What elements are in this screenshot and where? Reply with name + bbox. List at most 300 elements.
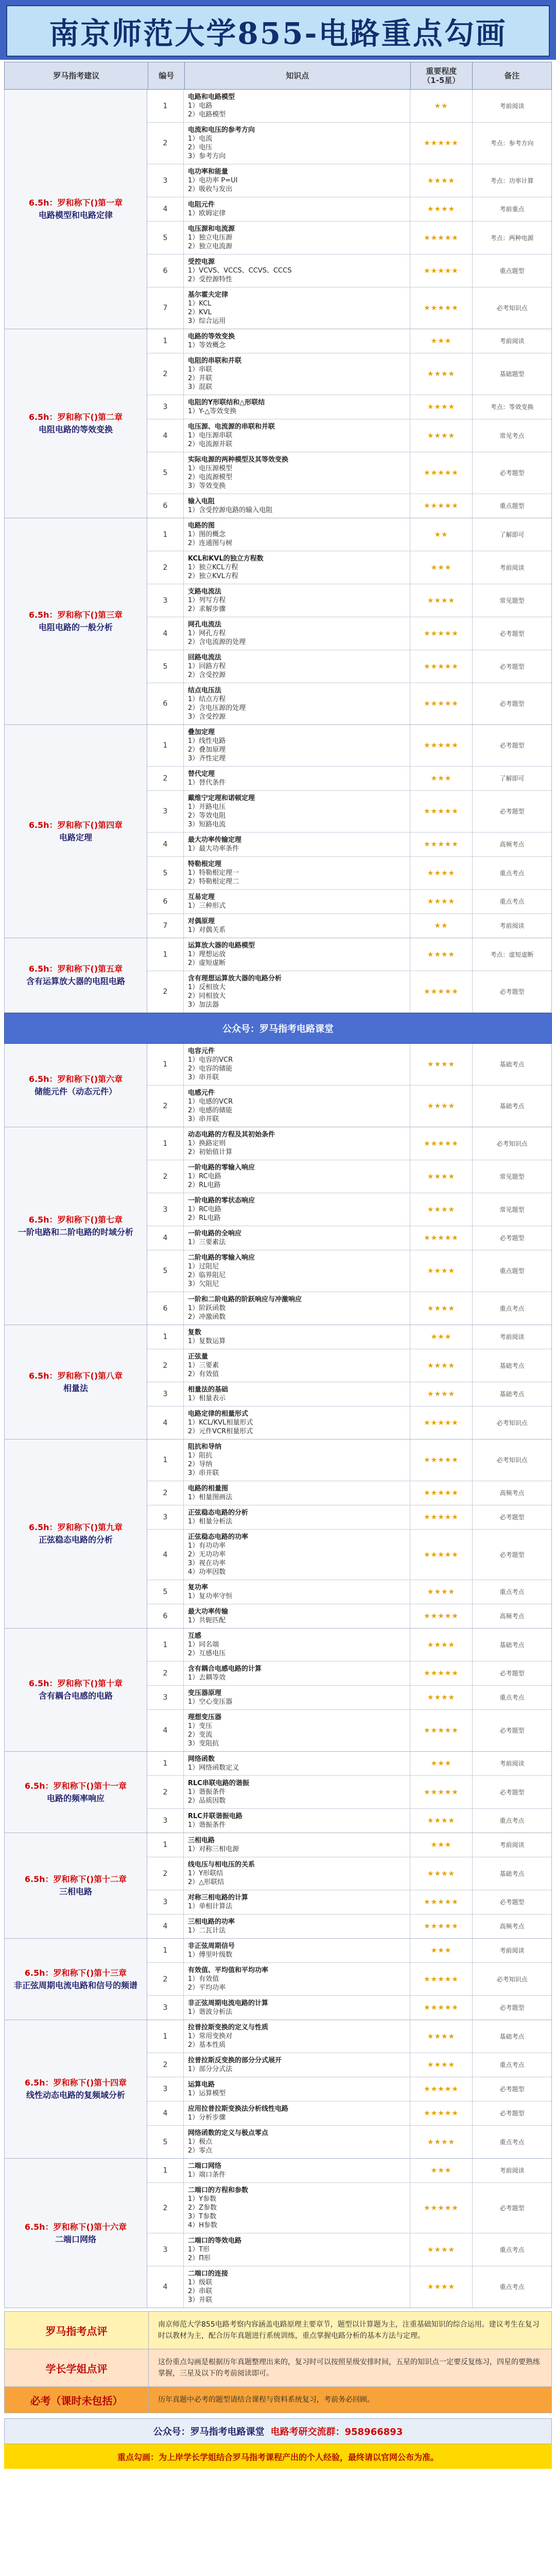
table-row [147, 1193, 551, 1226]
row-number: 5 [147, 1250, 184, 1292]
row-note: 考前阅读 [499, 102, 525, 110]
knowledge-subitem: 2）等效电阻 [188, 812, 226, 820]
knowledge-subitem: 1）RC电路 [188, 1173, 221, 1180]
knowledge-title: 电阻的串联和并联 [188, 357, 242, 365]
knowledge-title: 最大功率传输 [188, 1608, 229, 1616]
knowledge-title: 电阻的Y形联结和△形联结 [188, 399, 265, 406]
row-note: 考前阅读 [499, 1947, 525, 1954]
chapter-name-cell [5, 1629, 147, 1751]
knowledge-point [184, 1406, 410, 1439]
knowledge-subitem: 3）串并联 [188, 1115, 219, 1123]
row-note: 必考题型 [499, 1551, 525, 1558]
row-number: 4 [147, 1530, 184, 1580]
row-number: 1 [147, 518, 184, 551]
row-number: 5 [147, 2126, 184, 2158]
row-note: 考前阅读 [499, 1333, 525, 1341]
chapter-rows [147, 90, 551, 329]
importance-stars: ★★★★ [410, 2233, 473, 2266]
row-number: 5 [147, 452, 184, 494]
knowledge-point [184, 683, 410, 724]
row-number: 3 [147, 2233, 184, 2266]
knowledge-title: 电路的图 [188, 522, 215, 530]
row-number: 4 [147, 617, 184, 650]
row-note: 必考题型 [499, 2086, 525, 2093]
knowledge-point [184, 1963, 410, 1995]
row-note: 必考知识点 [496, 1419, 528, 1427]
knowledge-title: 一阶和二阶电路的阶跃响应与冲激响应 [188, 1296, 302, 1303]
chapter-tag: 6.5h：罗和称下()第十一章 [24, 1781, 127, 1791]
importance-stars: ★★★★ [410, 395, 473, 419]
chapter-name-cell [5, 1325, 147, 1439]
knowledge-subitem: 2）电压 [188, 144, 213, 151]
importance-stars: ★★★★ [410, 197, 473, 221]
chapter-tag: 6.5h：罗和称下()第八章 [28, 1370, 123, 1381]
table-row [147, 287, 551, 329]
review-label-2: 学长学姐点评 [5, 2349, 149, 2386]
row-note: 重点考点 [499, 898, 525, 905]
knowledge-point [184, 890, 410, 913]
knowledge-subitem: 2）Z参数 [188, 2204, 217, 2212]
chapter-block [4, 2159, 552, 2308]
knowledge-point [184, 584, 410, 617]
knowledge-point [184, 2053, 410, 2077]
importance-stars: ★★★★★ [410, 971, 473, 1012]
table-row [147, 2053, 551, 2077]
knowledge-title: 电流和电压的参考方向 [188, 126, 255, 134]
importance-stars: ★★★★ [410, 2266, 473, 2308]
chapter-block [4, 1833, 552, 1939]
notice-text: 重点勾画：为上岸学长学姐结合罗马指考课程产出的个人经验，最终请以官网公布为准。 [117, 2452, 439, 2462]
row-note: 了解即可 [499, 775, 525, 782]
knowledge-title: 阻抗和导纳 [188, 1443, 222, 1451]
knowledge-subitem: 1）复功率守恒 [188, 1592, 233, 1600]
knowledge-point [184, 1292, 410, 1325]
importance-stars: ★★★★★ [410, 1439, 473, 1481]
table-row [147, 1481, 551, 1505]
row-number: 7 [147, 914, 184, 938]
importance-stars: ★★★★ [410, 1044, 473, 1085]
importance-stars: ★★★★★ [410, 1481, 473, 1505]
knowledge-title: 运算电路 [188, 2081, 215, 2089]
knowledge-title: 一阶电路的零状态响应 [188, 1197, 255, 1205]
importance-stars: ★★★ [410, 2159, 473, 2182]
chapter-rows [147, 938, 551, 1012]
row-note: 考点：参考方向 [490, 140, 534, 147]
table-row [147, 1349, 551, 1382]
knowledge-title: 二端口的连接 [188, 2270, 229, 2278]
header-advice: 罗马指考建议 [5, 62, 148, 89]
chapter-name-cell [5, 1439, 147, 1628]
knowledge-point [184, 1939, 410, 1962]
knowledge-title: 二阶电路的零输入响应 [188, 1254, 255, 1262]
row-number: 1 [147, 2159, 184, 2182]
knowledge-title: 动态电路的方程及其初始条件 [188, 1131, 275, 1139]
knowledge-title: 正弦稳态电路的功率 [188, 1533, 249, 1541]
knowledge-subitem: 1）KCL [188, 300, 212, 308]
knowledge-subitem: 3）参考方向 [188, 152, 226, 160]
row-note: 高频考点 [499, 841, 525, 848]
importance-stars: ★★★★★ [410, 1776, 473, 1808]
knowledge-subitem: 1）三要素 [188, 1362, 219, 1369]
knowledge-title: 三相电路 [188, 1837, 215, 1844]
row-note: 必考题型 [499, 469, 525, 477]
importance-stars: ★★★★ [410, 2020, 473, 2053]
row-number: 2 [147, 2183, 184, 2233]
knowledge-subitem: 1）理想运放 [188, 951, 226, 958]
knowledge-title: 特勒根定理 [188, 860, 222, 868]
knowledge-subitem: 1）电流 [188, 135, 213, 143]
chapter-tag: 6.5h：罗和称下()第六章 [28, 1074, 123, 1084]
row-note: 基础考点 [499, 1103, 525, 1110]
row-number: 6 [147, 683, 184, 724]
importance-stars: ★★★ [410, 1833, 473, 1857]
knowledge-subitem: 1）阻抗 [188, 1452, 213, 1460]
chapter-block [4, 1939, 552, 2020]
importance-stars: ★★★★★ [410, 222, 473, 254]
knowledge-subitem: 1）三要素法 [188, 1239, 226, 1246]
row-number: 5 [147, 222, 184, 254]
knowledge-subitem: 3）欠阻尼 [188, 1280, 219, 1288]
knowledge-title: 正弦量 [188, 1353, 208, 1361]
table-row [147, 1505, 551, 1530]
importance-stars: ★★★★★ [410, 123, 473, 164]
importance-stars: ★★★★ [410, 1382, 473, 1406]
knowledge-point [184, 914, 410, 938]
row-note: 了解即可 [499, 531, 525, 538]
knowledge-subitem: 3）串并联 [188, 1074, 219, 1081]
chapter-rows [147, 2159, 551, 2308]
knowledge-point [184, 2126, 410, 2158]
row-number: 6 [147, 890, 184, 913]
knowledge-subitem: 1）KCL/KVL相量形式 [188, 1419, 253, 1427]
row-note: 重点考点 [499, 2283, 525, 2291]
row-number: 5 [147, 650, 184, 683]
knowledge-title: 正弦稳态电路的分析 [188, 1509, 249, 1517]
chapter-tag: 6.5h：罗和称下()第四章 [28, 820, 123, 830]
importance-stars: ★★★★ [410, 1686, 473, 1709]
importance-stars: ★★★★★ [410, 1226, 473, 1250]
row-note: 必考题型 [499, 630, 525, 637]
knowledge-subitem: 1）RC电路 [188, 1206, 221, 1213]
row-note: 常见考点 [499, 432, 525, 439]
knowledge-subitem: 2）含电压源的处理 [188, 704, 246, 712]
chapter-name-cell [5, 2159, 147, 2308]
knowledge-title: 一阶电路的全响应 [188, 1230, 242, 1238]
knowledge-point [184, 1604, 410, 1628]
knowledge-point [184, 1710, 410, 1751]
knowledge-subitem: 2）零点 [188, 2147, 213, 2155]
knowledge-subitem: 1）单相计算法 [188, 1903, 233, 1910]
row-note: 考点：虚短虚断 [490, 951, 534, 958]
knowledge-title: 电压源和电流源 [188, 225, 235, 233]
knowledge-title: 实际电源的两种模型及其等效变换 [188, 456, 289, 464]
knowledge-title: 复数 [188, 1329, 202, 1336]
knowledge-subitem: 1）独立KCL方程 [188, 564, 238, 571]
row-note: 必考题型 [499, 663, 525, 670]
table-row [147, 2077, 551, 2102]
chapter-name-cell [5, 1752, 147, 1833]
knowledge-subitem: 2）平均功率 [188, 1984, 226, 1992]
review-row-1 [4, 2311, 552, 2349]
chapter-block [4, 329, 552, 518]
row-note: 基础考点 [499, 1061, 525, 1068]
table-row [147, 1439, 551, 1481]
chapter-title: 非正弦周期电流电路和信号的频谱 [13, 1980, 137, 1990]
row-number: 2 [147, 971, 184, 1012]
row-note: 考前重点 [499, 206, 525, 213]
table-row [147, 857, 551, 890]
outline-table [4, 62, 552, 2469]
table-row [147, 419, 551, 452]
knowledge-point [184, 725, 410, 766]
knowledge-title: 线电压与相电压的关系 [188, 1861, 255, 1869]
knowledge-point [184, 1382, 410, 1406]
chapter-rows [147, 518, 551, 724]
knowledge-point [184, 197, 410, 221]
chapter-name-cell [5, 329, 147, 518]
table-row [147, 197, 551, 222]
row-number: 2 [147, 123, 184, 164]
chapter-title: 电阻电路的等效变换 [38, 425, 113, 434]
knowledge-subitem: 3）串并联 [188, 1469, 219, 1477]
row-note: 基础考点 [499, 1391, 525, 1398]
knowledge-subitem: 2）KVL [188, 309, 212, 316]
row-note: 必考题型 [499, 1727, 525, 1734]
table-row [147, 1629, 551, 1662]
row-number: 2 [147, 1349, 184, 1382]
table-row [147, 584, 551, 617]
row-note: 必考题型 [499, 700, 525, 707]
table-row [147, 1710, 551, 1751]
knowledge-subitem: 2）RL电路 [188, 1181, 221, 1189]
knowledge-subitem: 3）视在功率 [188, 1560, 226, 1567]
importance-stars: ★★★★★ [410, 1914, 473, 1938]
knowledge-subitem: 1）级联 [188, 2279, 213, 2286]
table-row [147, 890, 551, 914]
table-row [147, 914, 551, 938]
row-note: 考前阅读 [499, 922, 525, 929]
knowledge-subitem: 1）相量图画法 [188, 1494, 233, 1501]
table-row [147, 650, 551, 683]
row-number: 3 [147, 1505, 184, 1529]
header-number: 编号 [148, 62, 185, 89]
row-note: 重点题型 [499, 267, 525, 275]
importance-stars: ★★★★★ [410, 1996, 473, 2020]
table-row [147, 2126, 551, 2158]
knowledge-subitem: 1）部分分式法 [188, 2065, 233, 2073]
knowledge-subitem: 2）无功功率 [188, 1551, 226, 1558]
table-row [147, 353, 551, 395]
review-text-2: 这份重点勾画是根据历年真题整理出来的，复习时可以按照星级安排时间，五星的知识点一定要反复练习，四星的要熟练掌握，三星及以下的考前阅读即可。 [158, 2358, 540, 2378]
knowledge-subitem: 2）电流源并联 [188, 440, 233, 448]
knowledge-point [184, 2020, 410, 2053]
chapter-title: 三相电路 [59, 1887, 92, 1896]
knowledge-subitem: 1）结点方程 [188, 696, 226, 703]
row-note: 必考题型 [499, 2110, 525, 2117]
title-box [6, 5, 550, 57]
knowledge-subitem: 2）求解步骤 [188, 605, 226, 613]
knowledge-subitem: 1）分析步骤 [188, 2114, 226, 2122]
row-note: 考前阅读 [499, 564, 525, 571]
importance-stars: ★★★★ [410, 938, 473, 971]
row-note: 重点考点 [499, 1304, 525, 1312]
chapter-title: 储能元件（动态元件） [34, 1086, 117, 1096]
knowledge-subitem: 1）复数运算 [188, 1337, 226, 1345]
row-number: 3 [147, 1890, 184, 1914]
table-row [147, 2102, 551, 2126]
importance-stars: ★★★★★ [410, 452, 473, 494]
knowledge-point [184, 123, 410, 164]
chapter-rows [147, 1629, 551, 1751]
row-note: 基础考点 [499, 1870, 525, 1877]
knowledge-subitem: 2）元件VCR相量形式 [188, 1428, 253, 1435]
chapter-name-cell [5, 1044, 147, 1127]
chapter-block [4, 1044, 552, 1127]
row-number: 5 [147, 857, 184, 889]
row-note: 基础题型 [499, 370, 525, 378]
knowledge-subitem: 2）并联 [188, 375, 213, 382]
importance-stars: ★★★★★ [410, 287, 473, 329]
table-row [147, 791, 551, 833]
row-number: 1 [147, 1044, 184, 1085]
row-number: 3 [147, 584, 184, 617]
knowledge-point [184, 353, 410, 395]
chapter-tag: 6.5h：罗和称下()第十六章 [24, 2222, 127, 2232]
knowledge-subitem: 2）冲激函数 [188, 1313, 226, 1321]
table-row [147, 1086, 551, 1127]
knowledge-title: 替代定理 [188, 770, 215, 778]
review-text-1: 南京师范大学855电路考察内容涵盖电路原理主要章节，题型以计算题为主，注重基础知识的综合运用。建议考生在复习时以教材为主，配合历年真题进行系统训练，重点掌握电路分析的基本方法与定理。 [158, 2320, 540, 2340]
row-number: 1 [147, 725, 184, 766]
row-number: 3 [147, 1996, 184, 2020]
table-row [147, 518, 551, 551]
knowledge-subitem: 1）极点 [188, 2138, 213, 2146]
knowledge-subitem: 1）对偶关系 [188, 926, 226, 934]
row-note: 必考题型 [499, 1670, 525, 1677]
row-number: 2 [147, 353, 184, 395]
knowledge-subitem: 3）综合运用 [188, 317, 226, 325]
knowledge-title: 相量法的基础 [188, 1386, 229, 1394]
table-row [147, 1044, 551, 1086]
knowledge-point [184, 1857, 410, 1890]
knowledge-subitem: 1）阶跃函数 [188, 1304, 226, 1312]
row-number: 2 [147, 1086, 184, 1127]
chapter-title: 电路模型和电路定律 [38, 210, 113, 220]
knowledge-subitem: 1）相量表示 [188, 1395, 226, 1402]
row-note: 考前阅读 [499, 1841, 525, 1849]
knowledge-subitem: 3）变阻抗 [188, 1740, 219, 1748]
row-number: 6 [147, 1604, 184, 1628]
knowledge-subitem: 1）电压源串联 [188, 432, 233, 439]
row-note: 必考题型 [499, 742, 525, 749]
row-number: 1 [147, 1325, 184, 1349]
knowledge-subitem: 1）反相放大 [188, 984, 226, 991]
chapter-block [4, 938, 552, 1013]
knowledge-title: 电路和电路模型 [188, 93, 235, 101]
table-row [147, 1662, 551, 1686]
importance-stars: ★★★★★ [410, 255, 473, 287]
knowledge-title: 网络函数的定义与极点零点 [188, 2129, 269, 2137]
knowledge-subitem: 1）电路 [188, 102, 213, 110]
chapter-name-cell [5, 1939, 147, 2020]
row-number: 6 [147, 255, 184, 287]
knowledge-subitem: 2）互感电压 [188, 1650, 226, 1657]
table-row [147, 1382, 551, 1406]
chapter-block [4, 1629, 552, 1752]
table-row [147, 1914, 551, 1938]
knowledge-subitem: 1）线性电路 [188, 737, 226, 745]
knowledge-subitem: 1）VCVS、VCCS、CCVS、CCCS [188, 267, 292, 275]
row-note: 必考题型 [499, 808, 525, 815]
knowledge-title: 二端口的方程和参数 [188, 2187, 249, 2194]
knowledge-title: 三相电路的功率 [188, 1918, 235, 1926]
knowledge-subitem: 1）有效值 [188, 1975, 219, 1983]
knowledge-point [184, 1349, 410, 1382]
row-note: 必考题型 [499, 2204, 525, 2212]
knowledge-subitem: 2）有效值 [188, 1370, 219, 1378]
table-row [147, 1604, 551, 1628]
importance-stars: ★★★★ [410, 2126, 473, 2158]
importance-stars: ★★★★ [410, 1857, 473, 1890]
knowledge-title: 变压器原理 [188, 1689, 222, 1697]
table-row [147, 1686, 551, 1710]
chapter-name-cell [5, 725, 147, 938]
knowledge-title: 非正弦周期信号 [188, 1942, 235, 1950]
row-note: 必考知识点 [496, 1975, 528, 1983]
table-row [147, 971, 551, 1012]
review-text-3: 历年真题中必考的题型请结合课程与资料系统复习，考前务必回顾。 [158, 2396, 374, 2404]
row-number: 4 [147, 1710, 184, 1751]
importance-stars: ★★★★★ [410, 833, 473, 856]
importance-stars: ★★★★ [410, 857, 473, 889]
knowledge-title: 网孔电流法 [188, 621, 222, 629]
knowledge-subitem: 2）吸收与发出 [188, 185, 233, 193]
row-number: 3 [147, 2077, 184, 2101]
knowledge-title: 回路电流法 [188, 654, 222, 662]
knowledge-title: 叠加定理 [188, 728, 215, 736]
knowledge-subitem: 1）运算模型 [188, 2090, 226, 2097]
knowledge-title: 最大功率传输定理 [188, 836, 242, 844]
knowledge-subitem: 1）换路定则 [188, 1140, 226, 1147]
contact-bar [4, 2418, 552, 2444]
title-band [0, 0, 556, 60]
knowledge-point [184, 255, 410, 287]
importance-stars: ★★★★★ [410, 1406, 473, 1439]
knowledge-title: 电压源、电流源的串联和并联 [188, 423, 275, 431]
table-row [147, 1963, 551, 1996]
knowledge-subitem: 2）品质因数 [188, 1797, 226, 1805]
table-row [147, 1890, 551, 1914]
knowledge-subitem: 2）变流 [188, 1731, 213, 1739]
row-note: 常见题型 [499, 1173, 525, 1180]
knowledge-point [184, 551, 410, 584]
chapter-tag: 6.5h：罗和称下()第十三章 [24, 1968, 127, 1978]
knowledge-point [184, 222, 410, 254]
knowledge-point [184, 1481, 410, 1505]
chapter-block [4, 1127, 552, 1325]
knowledge-subitem: 2）电路模型 [188, 111, 226, 118]
row-note: 重点题型 [499, 502, 525, 510]
knowledge-point [184, 1752, 410, 1775]
row-number: 2 [147, 1662, 184, 1685]
knowledge-title: 对称三相电路的计算 [188, 1894, 249, 1902]
knowledge-title: 二端口的等效电路 [188, 2237, 242, 2245]
row-number: 6 [147, 494, 184, 518]
row-note: 考前阅读 [499, 2167, 525, 2174]
row-number: 1 [147, 1752, 184, 1775]
knowledge-subitem: 1）同名端 [188, 1641, 219, 1649]
table-row [147, 90, 551, 123]
